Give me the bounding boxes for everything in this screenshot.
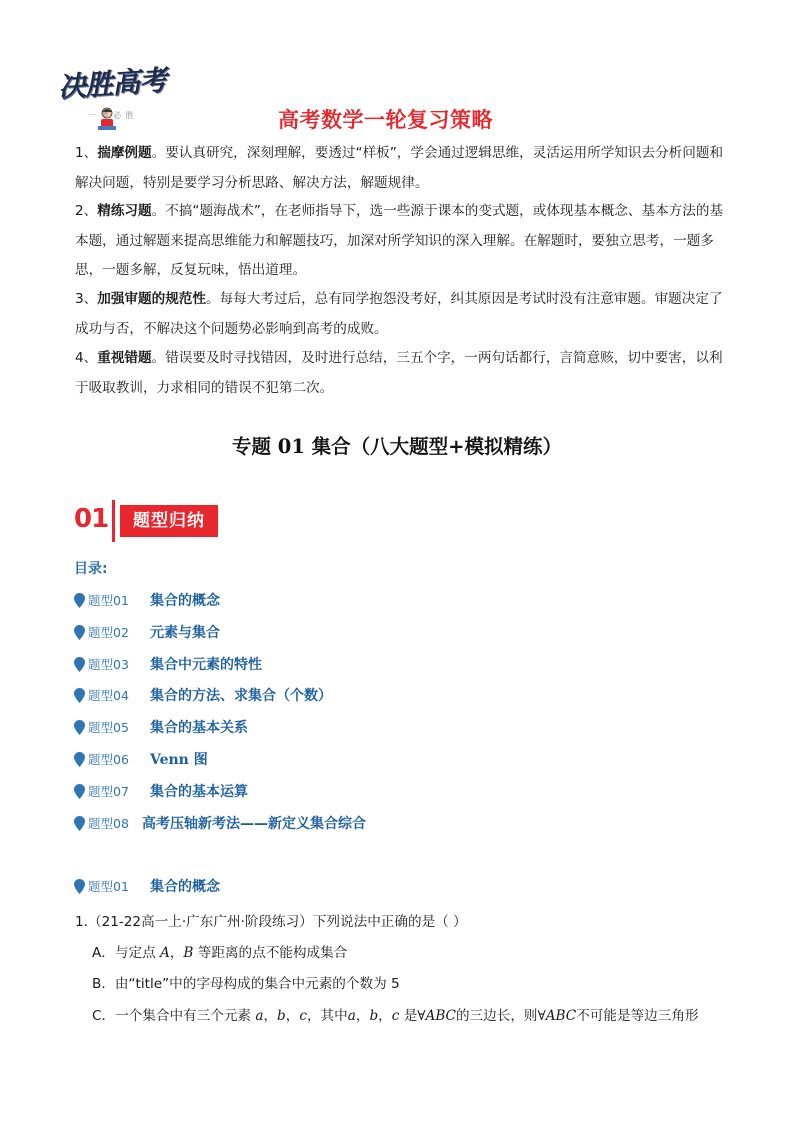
toc-item-text: 元素与集合 bbox=[150, 625, 220, 641]
main-title: 高考数学一轮复习策略 bbox=[278, 108, 493, 132]
section-divider bbox=[112, 500, 115, 542]
toc-item[interactable] bbox=[74, 748, 208, 770]
toc-item-text: 集合的方法、求集合（个数） bbox=[150, 688, 332, 704]
strategy-head: 加强审题的规范性 bbox=[97, 291, 206, 307]
question-stem: 1.（21-22高一上·广东广州·阶段练习）下列说法中正确的是（ ） bbox=[75, 914, 467, 930]
strategy-4: 4、重视错题。错误要及时寻找错因，及时进行总结，三五个字，一两句话都行，言简意赅，切中要害，以利于吸取教训，力求相同的错误不犯第二次。 bbox=[75, 350, 723, 396]
section-heading-tag: 题型01 bbox=[88, 879, 129, 894]
toc-item-tag: 题型05 bbox=[88, 720, 129, 735]
toc-item[interactable] bbox=[74, 812, 366, 834]
strategy-3: 3、加强审题的规范性。每每大考过后，总有同学抱怨没考好，纠其原因是考试时没有注意审题。审题决定了成功与否，不解决这个问题势必影响到高考的成败。 bbox=[75, 291, 723, 337]
strategy-head: 重视错题 bbox=[97, 350, 152, 366]
logo-text: 决胜高考 bbox=[57, 63, 168, 105]
location-pin-icon bbox=[74, 784, 85, 799]
toc-item-text: Venn 图 bbox=[150, 752, 208, 768]
logo bbox=[58, 60, 174, 138]
location-pin-icon bbox=[74, 593, 85, 608]
option-a: A．与定点 A，B 等距离的点不能构成集合 bbox=[92, 945, 348, 961]
toc-item[interactable] bbox=[74, 780, 248, 802]
toc-item[interactable] bbox=[74, 621, 220, 643]
location-pin-icon bbox=[74, 625, 85, 640]
location-pin-icon bbox=[74, 752, 85, 767]
section-number: 01 bbox=[74, 504, 109, 534]
toc-item-tag: 题型03 bbox=[88, 657, 129, 672]
location-pin-icon bbox=[74, 879, 85, 894]
toc-item[interactable] bbox=[74, 589, 220, 611]
toc-item-tag: 题型07 bbox=[88, 784, 129, 799]
strategy-2: 2、精练习题。不搞“题海战术”，在老师指导下，选一些源于课本的变式题，或体现基本概念、基本方法的基本题，通过解题来提高思维能力和解题技巧，加深对所学知识的深入理解。在解题时，要独立思考，一题多思，一题多解，反复玩味，悟出道理。 bbox=[75, 203, 724, 278]
section-label: 题型归纳 bbox=[120, 505, 218, 537]
location-pin-icon bbox=[74, 657, 85, 672]
logo-subtitle: 一 考 必 胜 bbox=[88, 111, 135, 120]
location-pin-icon bbox=[74, 720, 85, 735]
strategy-1: 1、揣摩例题。要认真研究，深刻理解，要透过“样板”，学会通过逻辑思维，灵活运用所学知识去分析问题和解决问题，特别是要学习分析思路、解决方法，解题规律。 bbox=[75, 145, 724, 191]
location-pin-icon bbox=[74, 688, 85, 703]
location-pin-icon bbox=[74, 816, 85, 831]
toc-item-text: 集合的概念 bbox=[150, 593, 220, 609]
toc-item[interactable] bbox=[74, 653, 262, 675]
option-c: C．一个集合中有三个元素 a，b，c，其中a，b，c 是∀ABC的三边长，则∀ABC不可能是等边三角形 bbox=[92, 1008, 699, 1024]
toc-item-tag: 题型04 bbox=[88, 688, 129, 703]
toc-label: 目录: bbox=[74, 561, 108, 577]
toc-item-tag: 题型01 bbox=[88, 593, 129, 608]
toc-item-tag: 题型06 bbox=[88, 752, 129, 767]
strategy-head: 揣摩例题 bbox=[97, 145, 152, 161]
section-heading bbox=[74, 875, 220, 897]
strategy-head: 精练习题 bbox=[97, 203, 152, 219]
topic-title: 专题 01 集合（八大题型+模拟精练） bbox=[231, 435, 563, 458]
option-b: B．由“title”中的字母构成的集合中元素的个数为 5 bbox=[92, 976, 400, 992]
toc-item-text: 高考压轴新考法——新定义集合综合 bbox=[142, 816, 366, 832]
toc-item-text: 集合的基本关系 bbox=[150, 720, 248, 736]
toc-item[interactable] bbox=[74, 716, 248, 738]
section-heading-text: 集合的概念 bbox=[150, 879, 220, 895]
toc-item-text: 集合中元素的特性 bbox=[150, 657, 262, 673]
toc-item-text: 集合的基本运算 bbox=[150, 784, 248, 800]
toc-item[interactable] bbox=[74, 684, 332, 706]
toc-item-tag: 题型08 bbox=[88, 816, 129, 831]
toc-item-tag: 题型02 bbox=[88, 625, 129, 640]
